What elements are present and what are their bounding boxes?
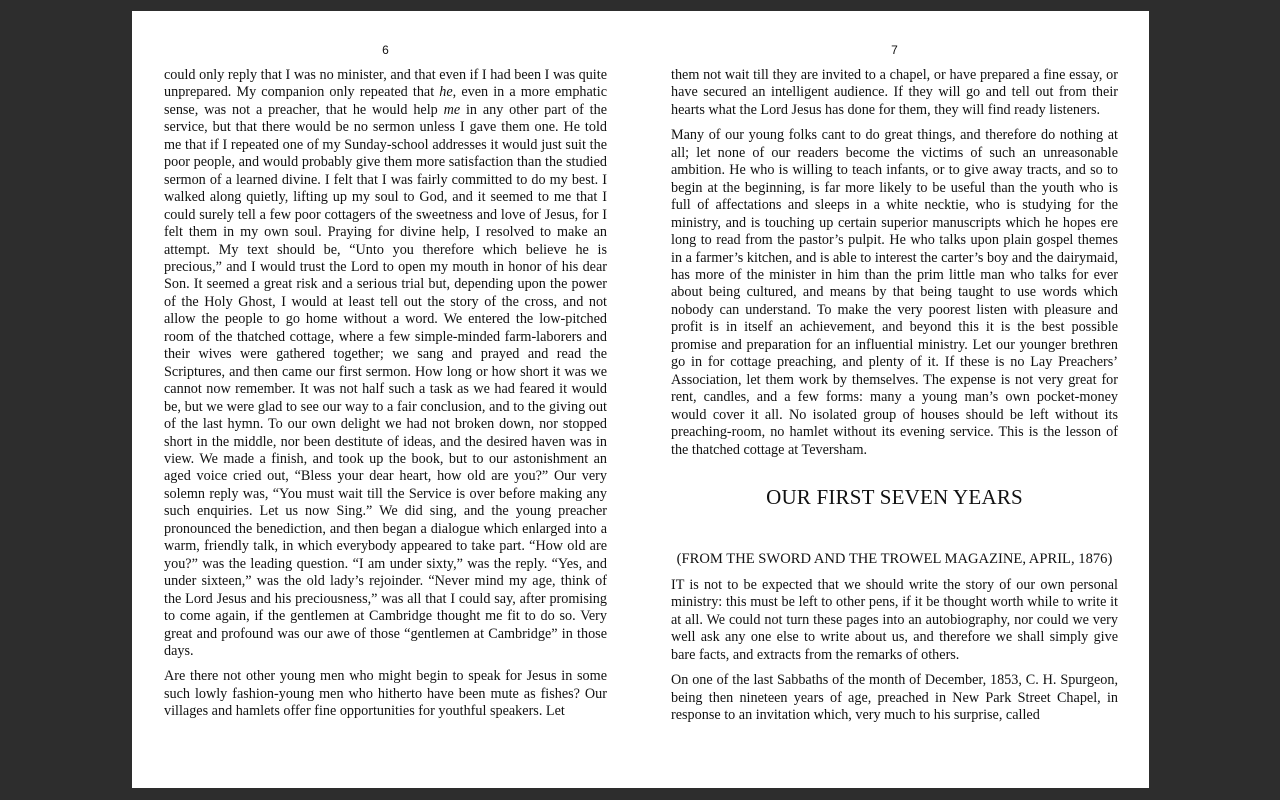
page-number: 6 (382, 43, 389, 57)
paragraph: Are there not other young men who might begin to speak for Jesus in some such lowly fashion-young men who hitherto have been mute as fishes? Our villages and hamlets offer fine opportunities for youthful speakers. Let (164, 668, 607, 720)
section-source: (FROM THE SWORD AND THE TROWEL MAGAZINE, APRIL, 1876) (676, 550, 1113, 567)
text-run: , even in a more emphatic sense, was not a preacher, that he would help (164, 84, 607, 118)
section-heading: OUR FIRST SEVEN YEARS (766, 484, 1023, 509)
paragraph: them not wait till they are invited to a chapel, or have prepared a fine essay, or have secured an intelligent audience. If they will go and tell out from their hearts what the Lord Jesus has done for them, they will find ready listeners. (671, 67, 1118, 118)
right-page (671, 11, 1118, 788)
text-run: could only reply that I was no minister, and that even if I had been I was quite unprepared. My companion only repeated that (164, 67, 607, 101)
paragraph: IT is not to be expected that we should write the story of our own personal ministry: this must be left to other pens, if it be thought worth while to write it at all. We could not turn these pages into an autobiography, nor could we very well ask any one else to write about us, and therefore we shall simply give bare facts, and extracts from the remarks of others. (671, 576, 1118, 663)
paragraph: On one of the last Sabbaths of the month of December, 1853, C. H. Spurgeon, being then nineteen years of age, preached in New Park Street Chapel, in response to an invitation which, very much to his surprise, called (671, 672, 1118, 724)
page-text (164, 67, 607, 729)
paragraph: Many of our young folks cant to do great things, and therefore do nothing at all; let none of our readers become the victims of such an unreasonable ambition. He who is willing to teach infants, or to give away tracts, and so to begin at the beginning, is far more likely to be useful than the youth who is full of affectations and sleeps in a white necktie, who is studying for the ministry, and is touching up certain superior manuscripts which he hopes ere long to read from the pastor’s pulpit. He who talks upon plain gospel themes in a farmer’s kitchen, and is able to interest the carter’s boy and the dairymaid, has more of the minister in him than the prim little man who talks for ever about being cultured, and means by that being taught to use words which nobody can understand. To make the very poorest listen with pleasure and profit is in itself an achievement, and beyond this it is the best possible promise and preparation for an influential ministry. Let our younger brethren go in for cottage preaching, and plenty of it. If these is no Lay Preachers’ Association, let them work by themselves. The expense is not very great for rent, candles, and a few forms: many a young man’s own pocket-money would cover it all. No isolated group of houses should be left without its preaching-room, no hamlet without its evening service. This is the lesson of the thatched cottage at Teversham. (671, 127, 1118, 458)
page-number: 7 (891, 43, 898, 57)
document-spread (132, 11, 1149, 788)
text-run: in any other part of the service, but that there would be no sermon unless I gave them one. He told me that if I repeated one of my Sunday-school addresses it would just suit the poor people, and would probably give them more satisfaction than the studied sermon of a learned divine. I felt that I was fairly committed to do my best. I walked along quietly, lifting up my soul to God, and it seemed to me that I could surely tell a few poor cottagers of the sweetness and love of Jesus, for I felt them in my own soul. Praying for divine help, I resolved to make an attempt. My text should be, “Unto you therefore which believe he is precious,” and I would trust the Lord to open my mouth in honor of his dear Son. It seemed a great risk and a serious trial but, depending upon the power of the Holy Ghost, I would at least tell out the story of the cross, and not allow the people to go home without a word. We entered the low-pitched room of the thatched cottage, where a few simple-minded farm-laborers and their wives were gathered together; we sang and prayed and read the Scriptures, and then came our first sermon. How long or how short it was we cannot now remember. It was not half such a task as we had feared it would be, but we were glad to see our way to a fair conclusion, and to the giving out of the last hymn. To our own delight we had not broken down, nor stopped short in the middle, nor been destitute of ideas, and the desired haven was in view. We made a finish, and took up the book, but to our astonishment an aged voice cried out, “Bless your dear heart, how old are you?” Our very solemn reply was, “You must wait till the Service is over before making any such enquiries. Let us now Sing.” We did sing, and the young preacher pronounced the benediction, and then began a dialogue which enlarged into a warm, friendly talk, in which everybody appeared to take part. “How old are you?” was the leading question. “I am under sixty,” was the reply. “Yes, and under sixteen,” was the old lady’s rejoinder. “Never mind my age, think of the Lord Jesus and his preciousness,” was all that I could say, after promising to come again, if the gentlemen at Cambridge thought me fit to do so. Very great and profound was our awe of those “gentlemen at Cambridge” in those days. (164, 101, 607, 659)
left-page (164, 11, 607, 788)
italic-text: he (439, 84, 453, 101)
italic-text: me (443, 101, 461, 118)
paragraph (164, 67, 607, 660)
page-text (671, 67, 1118, 733)
